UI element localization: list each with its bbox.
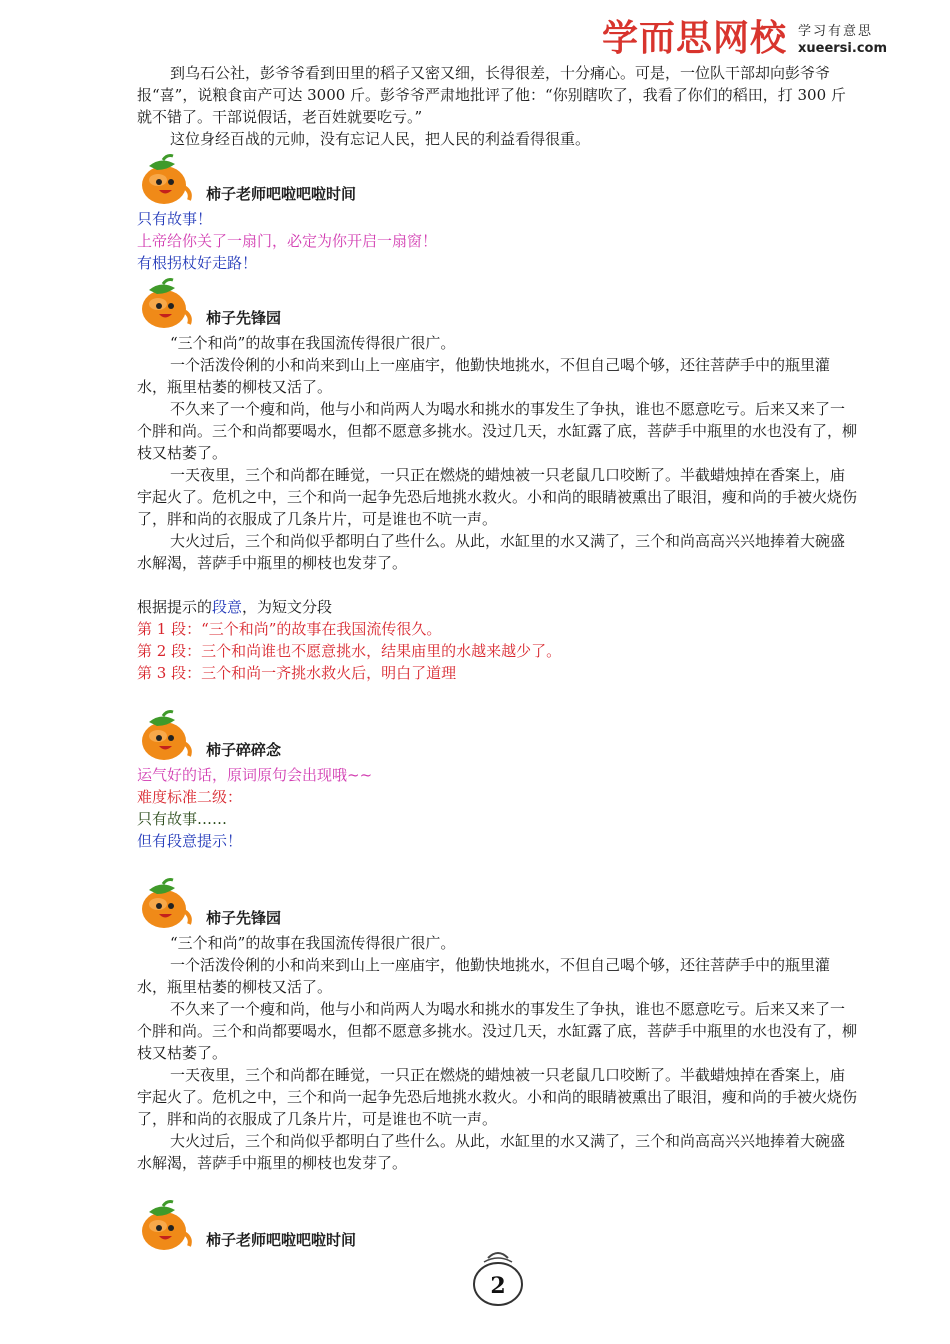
logo-side bbox=[798, 24, 894, 58]
teacher-note-2: 上帝给你关了一扇门，必定为你开启一扇窗！ bbox=[137, 232, 438, 250]
logo-tagline: 学习有意思 bbox=[798, 24, 874, 39]
story-paragraph-1: “三个和尚”的故事在我国流传得很广很广。 bbox=[170, 334, 456, 352]
task-instruction bbox=[137, 596, 859, 618]
murmur-line-3: 只有故事…… bbox=[137, 810, 228, 828]
page-content bbox=[137, 62, 859, 1254]
logo-main-text: 学而思网校 bbox=[602, 18, 788, 59]
answer-line-2: 第 2 段：三个和尚谁也不愿意挑水，结果庙里的水越来越少了。 bbox=[137, 642, 562, 660]
persimmon-mascot-icon bbox=[137, 152, 197, 208]
section-title: 柿子老师吧啦吧啦时间 bbox=[206, 185, 357, 203]
persimmon-mascot-icon bbox=[137, 708, 197, 764]
section-title: 柿子老师吧啦吧啦时间 bbox=[206, 1231, 357, 1249]
murmur-line-1: 运气好的话，原词原句会出现哦~~ bbox=[137, 766, 373, 784]
section-title: 柿子碎碎念 bbox=[206, 741, 282, 759]
murmur-line-2: 难度标准二级： bbox=[137, 788, 243, 806]
story2-paragraph-3: 不久来了一个瘦和尚，他与小和尚两人为喝水和挑水的事发生了争执，谁也不愿意吃亏。后来又来了一个胖和尚。三个和尚都要喝水，但都不愿意多挑水。没过几天，水缸露了底，菩萨手中瓶里的水也没有了，柳枝又枯萎了。 bbox=[137, 1000, 858, 1062]
section-header-pioneer-garden bbox=[137, 274, 859, 332]
story2-paragraph-1: “三个和尚”的故事在我国流传得很广很广。 bbox=[170, 934, 456, 952]
story2-paragraph-2: 一个活泼伶俐的小和尚来到山上一座庙宇，他勤快地挑水，不但自己喝个够，还往菩萨手中的瓶里灌水，瓶里枯萎的柳枝又活了。 bbox=[137, 956, 831, 996]
page-number-badge bbox=[470, 1248, 526, 1308]
section-header-teacher-time bbox=[137, 150, 859, 208]
story-paragraph-5: 大火过后，三个和尚似乎都明白了些什么。从此，水缸里的水又满了，三个和尚高高兴兴地捧着大碗盛水解渴，菩萨手中瓶里的柳枝也发芽了。 bbox=[137, 532, 846, 572]
section-title: 柿子先锋园 bbox=[206, 909, 282, 927]
answer-line-3: 第 3 段：三个和尚一齐挑水救火后，明白了道理 bbox=[137, 664, 457, 682]
xueersi-logo bbox=[602, 18, 892, 64]
story-paragraph-2: 一个活泼伶俐的小和尚来到山上一座庙宇，他勤快地挑水，不但自己喝个够，还往菩萨手中的瓶里灌水，瓶里枯萎的柳枝又活了。 bbox=[137, 356, 831, 396]
intro-paragraph-1: 到乌石公社，彭爷爷看到田里的稻子又密又细，长得很差，十分痛心。可是，一位队干部却向彭爷爷报“喜”，说粮食亩产可达 3000 斤。彭爷爷严肃地批评了他：“你别瞎吹了，我看了你们的稻田，打 300 斤就不错了。干部说假话，老百姓就要吃亏。” bbox=[137, 64, 846, 126]
teacher-note-3: 有根拐杖好走路！ bbox=[137, 254, 258, 272]
task-prefix: 根据提示的 bbox=[137, 598, 213, 616]
persimmon-mascot-icon bbox=[137, 276, 197, 332]
page-number: 2 bbox=[490, 1273, 506, 1299]
answer-line-1: 第 1 段：“三个和尚”的故事在我国流传很久。 bbox=[137, 620, 442, 638]
task-keyword: 段意 bbox=[212, 598, 243, 616]
story-paragraph-4: 一天夜里，三个和尚都在睡觉，一只正在燃烧的蜡烛被一只老鼠几口咬断了。半截蜡烛掉在香案上，庙宇起火了。危机之中，三个和尚一起争先恐后地挑水救火。小和尚的眼睛被熏出了眼泪，瘦和尚的手被火烧伤了，胖和尚的衣服成了几条片片，可是谁也不吭一声。 bbox=[137, 466, 858, 528]
persimmon-mascot-icon bbox=[137, 876, 197, 932]
persimmon-mascot-icon bbox=[137, 1198, 197, 1254]
murmur-line-4: 但有段意提示！ bbox=[137, 832, 243, 850]
teacher-note-1: 只有故事！ bbox=[137, 210, 213, 228]
task-suffix: ，为短文分段 bbox=[242, 598, 333, 616]
section-header-murmur bbox=[137, 706, 859, 764]
story2-paragraph-5: 大火过后，三个和尚似乎都明白了些什么。从此，水缸里的水又满了，三个和尚高高兴兴地捧着大碗盛水解渴，菩萨手中瓶里的柳枝也发芽了。 bbox=[137, 1132, 846, 1172]
story2-paragraph-4: 一天夜里，三个和尚都在睡觉，一只正在燃烧的蜡烛被一只老鼠几口咬断了。半截蜡烛掉在香案上，庙宇起火了。危机之中，三个和尚一起争先恐后地挑水救火。小和尚的眼睛被熏出了眼泪，瘦和尚的手被火烧伤了，胖和尚的衣服成了几条片片，可是谁也不吭一声。 bbox=[137, 1066, 858, 1128]
intro-paragraph-2: 这位身经百战的元帅，没有忘记人民，把人民的利益看得很重。 bbox=[170, 130, 591, 148]
section-header-pioneer-garden-2 bbox=[137, 874, 859, 932]
story-paragraph-3: 不久来了一个瘦和尚，他与小和尚两人为喝水和挑水的事发生了争执，谁也不愿意吃亏。后来又来了一个胖和尚。三个和尚都要喝水，但都不愿意多挑水。没过几天，水缸露了底，菩萨手中瓶里的水也没有了，柳枝又枯萎了。 bbox=[137, 400, 858, 462]
section-header-teacher-time-2 bbox=[137, 1196, 859, 1254]
section-title: 柿子先锋园 bbox=[206, 309, 282, 327]
logo-url: xueersi.com bbox=[798, 41, 888, 56]
